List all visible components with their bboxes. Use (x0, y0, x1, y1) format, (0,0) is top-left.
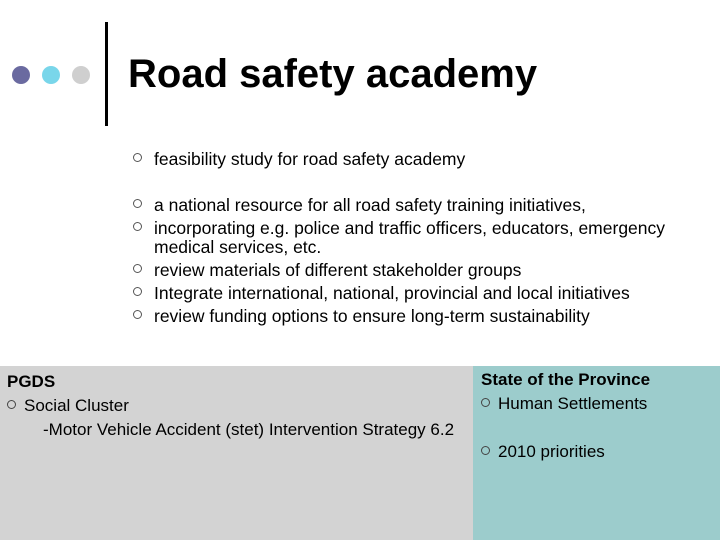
slide-title: Road safety academy (128, 52, 538, 96)
bullet-icon (133, 199, 142, 208)
bullet-icon (481, 398, 490, 407)
state-item: 2010 priorities (481, 442, 605, 462)
state-item: Human Settlements (481, 394, 647, 414)
decor-dot-cyan (42, 66, 60, 84)
bullet-item: Integrate international, national, provincial and local initiatives (133, 284, 713, 303)
bullet-icon (133, 153, 142, 162)
bullet-icon (133, 287, 142, 296)
bullet-icon (7, 400, 16, 409)
bullet-item: review materials of different stakeholder groups (133, 261, 713, 280)
bullet-icon (133, 264, 142, 273)
bullet-icon (133, 222, 142, 231)
bullet-item: incorporating e.g. police and traffic officers, educators, emergency medical services, etc. (133, 219, 713, 257)
pgds-heading: PGDS (7, 372, 56, 391)
bullet-item: review funding options to ensure long-term sustainability (133, 307, 713, 326)
decor-dot-gray (72, 66, 90, 84)
bullet-list (133, 150, 713, 326)
state-heading: State of the Province (481, 370, 651, 389)
decor-dot-purple (12, 66, 30, 84)
pgds-subitem: -Motor Vehicle Accident (stet) Intervention Strategy 6.2 (43, 420, 455, 439)
pgds-item: Social Cluster (7, 396, 129, 416)
bullet-icon (481, 446, 490, 455)
bullet-item: feasibility study for road safety academy (133, 150, 713, 169)
bullet-item: a national resource for all road safety training initiatives, (133, 196, 713, 215)
pgds-panel (0, 366, 473, 540)
bullet-icon (133, 310, 142, 319)
title-divider (105, 22, 108, 126)
